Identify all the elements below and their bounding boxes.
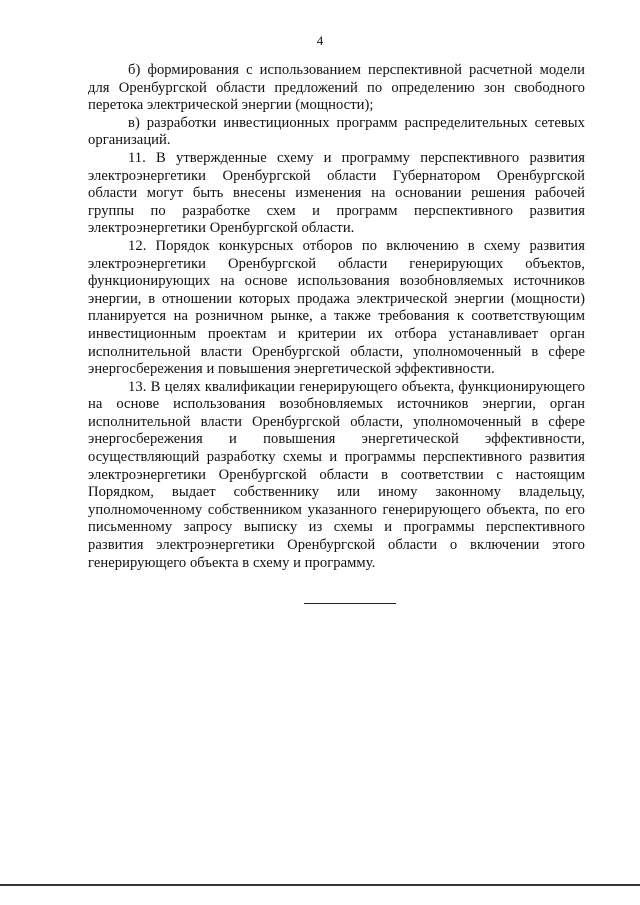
paragraph-clause-13: 13. В целях квалификации генерирующего объекта, функционирующего на основе использования возобновляемых источников энергии, орган исполнительной власти Оренбургской области, уполномоченный в сфере энергосбережения и повышения энергетической эффективности, осуществляющий разработку схемы и программы перспективного развития электроэнергетики Оренбургской области в соответствии с настоящим Порядком, выдает собственнику или иному законному владельцу, уполномоченному собственником указанного генерирующего объекта, по его письменному запросу выписку из схемы и программы перспективного развития электроэнергетики Оренбургской области о включении этого генерирующего объекта в схему и программу.	[88, 378, 585, 571]
page-bottom-rule	[0, 884, 640, 886]
paragraph-clause-12: 12. Порядок конкурсных отборов по включению в схему развития электроэнергетики Оренбургской области генерирующих объектов, функционирующих на основе использования возобновляемых источников энергии, в отношении которых продажа электрической энергии (мощности) планируется на розничном рынке, а также требования к соответствующим инвестиционным проектам и критерии их отбора устанавливает орган исполнительной власти Оренбургской области, уполномоченный в сфере энергосбережения и повышения энергетической эффективности.	[88, 237, 585, 378]
paragraph-item-v: в) разработки инвестиционных программ распределительных сетевых организаций.	[88, 114, 585, 149]
end-of-text-divider	[304, 603, 396, 604]
page-number: 4	[316, 33, 324, 48]
paragraph-clause-11: 11. В утвержденные схему и программу перспективного развития электроэнергетики Оренбургской области Губернатором Оренбургской области могут быть внесены изменения на основании решения рабочей группы по разработке схем и программ перспективного развития электроэнергетики Оренбургской области.	[88, 149, 585, 237]
paragraph-item-b: б) формирования с использованием перспективной расчетной модели для Оренбургской области предложений по определению зон свободного перетока электрической энергии (мощности);	[88, 62, 585, 114]
document-body	[88, 62, 585, 572]
